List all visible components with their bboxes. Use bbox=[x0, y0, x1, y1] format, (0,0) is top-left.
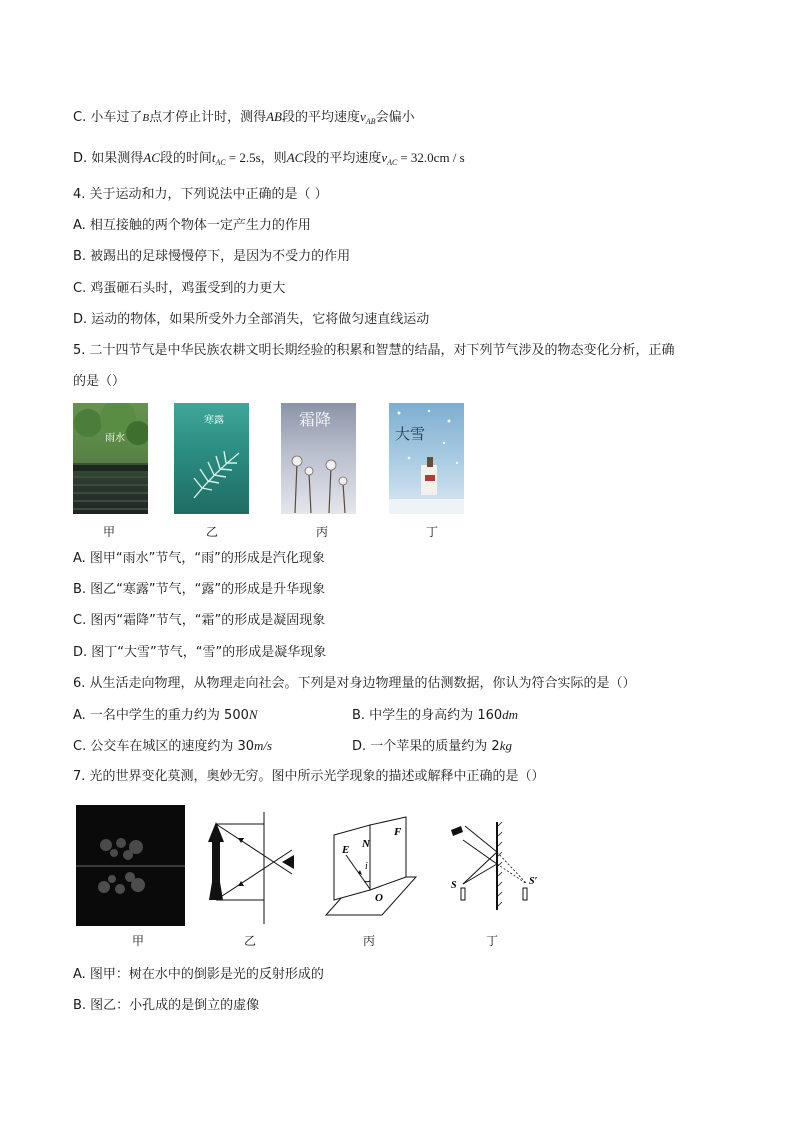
q7-option-b: B. 图乙：小孔成的是倒立的虚像 bbox=[73, 998, 260, 1013]
q6-option-d: D. 一个苹果的质量约为 2kg bbox=[352, 738, 512, 754]
q4-option-b: B. 被踢出的足球慢慢停下，是因为不受力的作用 bbox=[73, 249, 351, 264]
caption-ding: 丁 bbox=[426, 525, 439, 539]
q3-option-c: C. 小车过了B点才停止计时，测得AB段的平均速度$v_{AB}$会偏小 bbox=[73, 109, 415, 126]
plane-mirror-diagram bbox=[445, 822, 545, 912]
q7-caption-jia: 甲 bbox=[132, 934, 145, 948]
q7-stem: 7. 光的世界变化莫测，奥妙无穷。图中所示光学现象的描述或解释中正确的是（） bbox=[73, 769, 545, 784]
q5-option-a: A. 图甲“雨水”节气，“雨”的形成是汽化现象 bbox=[73, 551, 325, 566]
q5-stem-line1: 5. 二十四节气是中华民族农耕文明长期经验的积累和智慧的结晶，对下列节气涉及的物态变化分析，正确 bbox=[73, 343, 675, 358]
svg-text:寒露: 寒露 bbox=[204, 415, 224, 426]
svg-text:E: E bbox=[342, 844, 350, 856]
tree-reflection-photo bbox=[76, 805, 185, 926]
svg-text:雨水: 雨水 bbox=[105, 433, 125, 444]
pinhole-diagram bbox=[196, 812, 306, 924]
q3-option-d: D. 如果测得AC段的时间$t_{AC} = 2.5s$，则AC段的平均速度$v_{AC} = 32.0cm / s$ bbox=[73, 150, 465, 167]
cold-dew-poster bbox=[174, 403, 249, 514]
q6-stem: 6. 从生活走向物理，从物理走向社会。下列是对身边物理量的估测数据，你认为符合实际的是（） bbox=[73, 676, 636, 691]
q7-caption-ding: 丁 bbox=[486, 934, 499, 948]
svg-text:S′: S′ bbox=[529, 876, 538, 887]
q6-option-a: A. 一名中学生的重力约为 500N bbox=[73, 707, 258, 723]
caption-yi: 乙 bbox=[206, 525, 219, 539]
svg-text:F: F bbox=[394, 826, 402, 838]
q6-option-c: C. 公交车在城区的速度约为 30m/s bbox=[73, 738, 273, 754]
svg-text:大雪: 大雪 bbox=[395, 425, 426, 443]
q7-option-a: A. 图甲：树在水中的倒影是光的反射形成的 bbox=[73, 967, 324, 982]
q5-option-b: B. 图乙“寒露”节气，“露”的形成是升华现象 bbox=[73, 582, 326, 597]
q5-option-d: D. 图丁“大雪”节气，“雪”的形成是凝华现象 bbox=[73, 645, 327, 660]
svg-text:N: N bbox=[362, 838, 370, 850]
caption-jia: 甲 bbox=[103, 525, 116, 539]
q7-caption-bing: 丙 bbox=[363, 934, 376, 948]
svg-text:霜降: 霜降 bbox=[299, 410, 332, 429]
caption-bing: 丙 bbox=[316, 525, 329, 539]
reflection-law-diagram bbox=[320, 815, 420, 919]
q5-stem-line2: 的是（） bbox=[73, 374, 126, 389]
frost-descent-poster bbox=[281, 403, 356, 514]
q7-caption-yi: 乙 bbox=[244, 934, 257, 948]
svg-text:S: S bbox=[451, 880, 457, 891]
svg-text:O: O bbox=[375, 892, 383, 904]
q4-stem: 4. 关于运动和力，下列说法中正确的是（ ） bbox=[73, 187, 328, 202]
q4-option-a: A. 相互接触的两个物体一定产生力的作用 bbox=[73, 218, 311, 233]
q5-option-c: C. 图丙“霜降”节气，“霜”的形成是凝固现象 bbox=[73, 613, 326, 628]
svg-text:i: i bbox=[365, 861, 368, 872]
rain-water-poster bbox=[73, 403, 148, 514]
q6-option-b: B. 中学生的身高约为 160dm bbox=[352, 707, 519, 723]
heavy-snow-poster bbox=[389, 403, 464, 514]
q4-option-c: C. 鸡蛋砸石头时，鸡蛋受到的力更大 bbox=[73, 281, 286, 296]
q4-option-d: D. 运动的物体，如果所受外力全部消失，它将做匀速直线运动 bbox=[73, 312, 430, 327]
